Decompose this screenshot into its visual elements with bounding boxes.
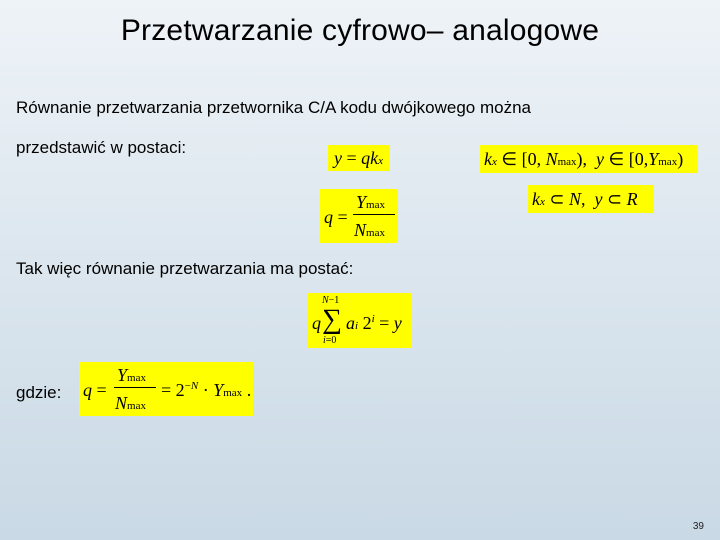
slide-title: Przetwarzanie cyfrowo– analogowe: [120, 14, 600, 47]
page-number: 39: [692, 521, 704, 532]
middle-text: Tak więc równanie przetwarzania ma postać:: [16, 259, 354, 278]
sum-equation-formula: N−1 q ∑ i=0 ai 2$^i$ = y: [308, 293, 412, 348]
main-equation-formula: y = qkx: [328, 145, 390, 171]
intro-line-2: przedstawić w postaci:: [16, 138, 187, 157]
q-result-formula: q = Ymax Nmax = $2^{-N} \cdot Ymax$ .: [79, 362, 253, 416]
sets-formula: kx ⊂ N, y ⊂ R: [528, 185, 654, 213]
intro-line-1: Równanie przetwarzania przetwornika C/A kodu dwójkowego można: [16, 98, 531, 117]
q-definition-formula: q = Ymax Nmax: [320, 189, 398, 243]
ranges-formula: kx ∈ [0, Nmax), y ∈ [0,Ymax): [480, 145, 698, 173]
where-label: gdzie:: [16, 383, 62, 402]
